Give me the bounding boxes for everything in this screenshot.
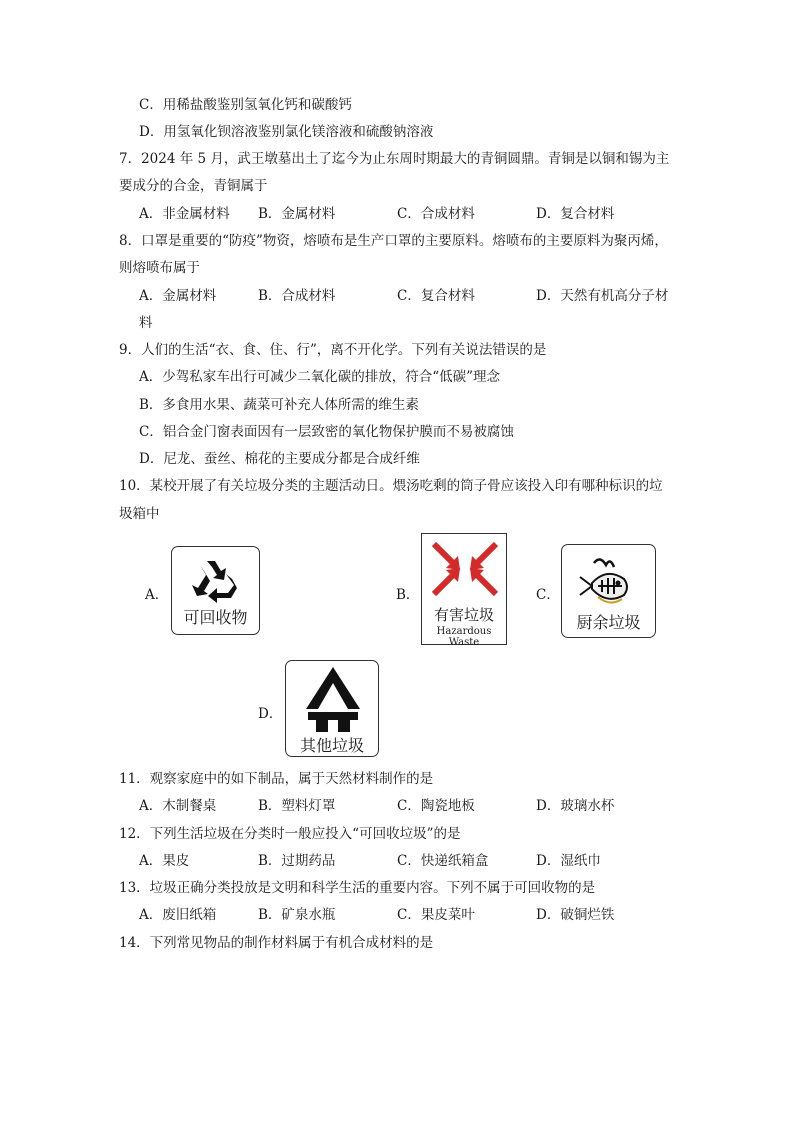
q13-option-a: A．废旧纸箱	[139, 907, 217, 923]
q7-stem-line2: 要成分的合金，青铜属于	[119, 178, 268, 194]
other-waste-caption: 其他垃圾	[299, 736, 364, 755]
q8-option-b: B．合成材料	[258, 288, 336, 304]
q13-stem: 13．垃圾正确分类投放是文明和科学生活的重要内容。下列不属于可回收物的是	[119, 880, 596, 896]
q10-stem-line2: 圾箱中	[119, 506, 160, 522]
recyclable-sign	[171, 546, 260, 635]
q12-stem: 12．下列生活垃圾在分类时一般应投入“可回收垃圾”的是	[119, 826, 461, 842]
q12-option-a: A．果皮	[139, 853, 190, 869]
q9-option-a: A．少驾私家车出行可减少二氧化碳的排放，符合“低碳”理念	[139, 369, 501, 385]
hazardous-caption-en: Hazardous Waste	[436, 626, 492, 648]
q11-option-c: C．陶瓷地板	[397, 798, 475, 814]
q8-stem-line1: 8．口罩是重要的“防疫”物资，熔喷布是生产口罩的主要原料。熔喷布的主要原料为聚丙烯，	[119, 233, 668, 249]
q11-option-a: A．木制餐桌	[139, 798, 217, 814]
q7-option-c: C．合成材料	[397, 206, 475, 222]
q9-stem: 9．人们的生活“衣、食、住、行”，离不开化学。下列有关说法错误的是	[119, 342, 547, 358]
kitchen-waste-sign	[561, 544, 656, 638]
hazardous-sign	[421, 533, 507, 648]
q9-option-c: C．铝合金门窗表面因有一层致密的氧化物保护膜而不易被腐蚀	[139, 424, 514, 440]
q13-option-c: C．果皮菜叶	[397, 907, 475, 923]
q12-option-b: B．过期药品	[258, 853, 336, 869]
q8-option-c: C．复合材料	[397, 288, 475, 304]
q10-stem-line1: 10．某校开展了有关垃圾分类的主题活动日。煨汤吃剩的筒子骨应该投入印有哪种标识的垃	[119, 478, 663, 494]
q6-option-d: D．用氢氧化钡溶液鉴别氯化镁溶液和硫酸钠溶液	[139, 124, 434, 140]
q10-option-a-letter: A．	[145, 587, 169, 603]
q7-option-b: B．金属材料	[258, 206, 336, 222]
q8-option-d-wrap: 料	[139, 315, 153, 331]
q11-option-d: D．玻璃水杯	[536, 798, 615, 814]
q6-option-c: C．用稀盐酸鉴别氢氧化钙和碳酸钙	[139, 97, 352, 113]
q11-stem: 11．观察家庭中的如下制品，属于天然材料制作的是	[119, 771, 434, 787]
other-waste-sign	[285, 660, 379, 757]
q9-option-d: D．尼龙、蚕丝、棉花的主要成分都是合成纤维	[139, 451, 420, 467]
q13-option-b: B．矿泉水瓶	[258, 907, 336, 923]
q7-option-d: D．复合材料	[536, 206, 615, 222]
q8-option-d: D．天然有机高分子材	[536, 288, 669, 304]
q8-option-a: A．金属材料	[139, 288, 217, 304]
kitchen-waste-caption: 厨余垃圾	[576, 613, 641, 632]
q10-option-d-letter: D．	[258, 706, 283, 722]
q10-option-c-letter: C．	[536, 587, 560, 603]
q7-stem-line1: 7．2024 年 5 月，武王墩墓出土了迄今为止东周时期最大的青铜圆鼎。青铜是以铜和锡为主	[119, 151, 670, 167]
q9-option-b: B．多食用水果、蔬菜可补充人体所需的维生素	[139, 397, 419, 413]
q12-option-c: C．快递纸箱盒	[397, 853, 489, 869]
q13-option-d: D．破铜烂铁	[536, 907, 615, 923]
hazardous-caption: 有害垃圾	[433, 606, 494, 624]
recyclable-caption: 可回收物	[183, 608, 248, 627]
q8-stem-line2: 则熔喷布属于	[119, 260, 200, 276]
q11-option-b: B．塑料灯罩	[258, 798, 336, 814]
q14-stem: 14．下列常见物品的制作材料属于有机合成材料的是	[119, 935, 434, 951]
q12-option-d: D．湿纸巾	[536, 853, 601, 869]
q7-option-a: A．非金属材料	[139, 206, 230, 222]
q10-option-b-letter: B．	[396, 587, 420, 603]
